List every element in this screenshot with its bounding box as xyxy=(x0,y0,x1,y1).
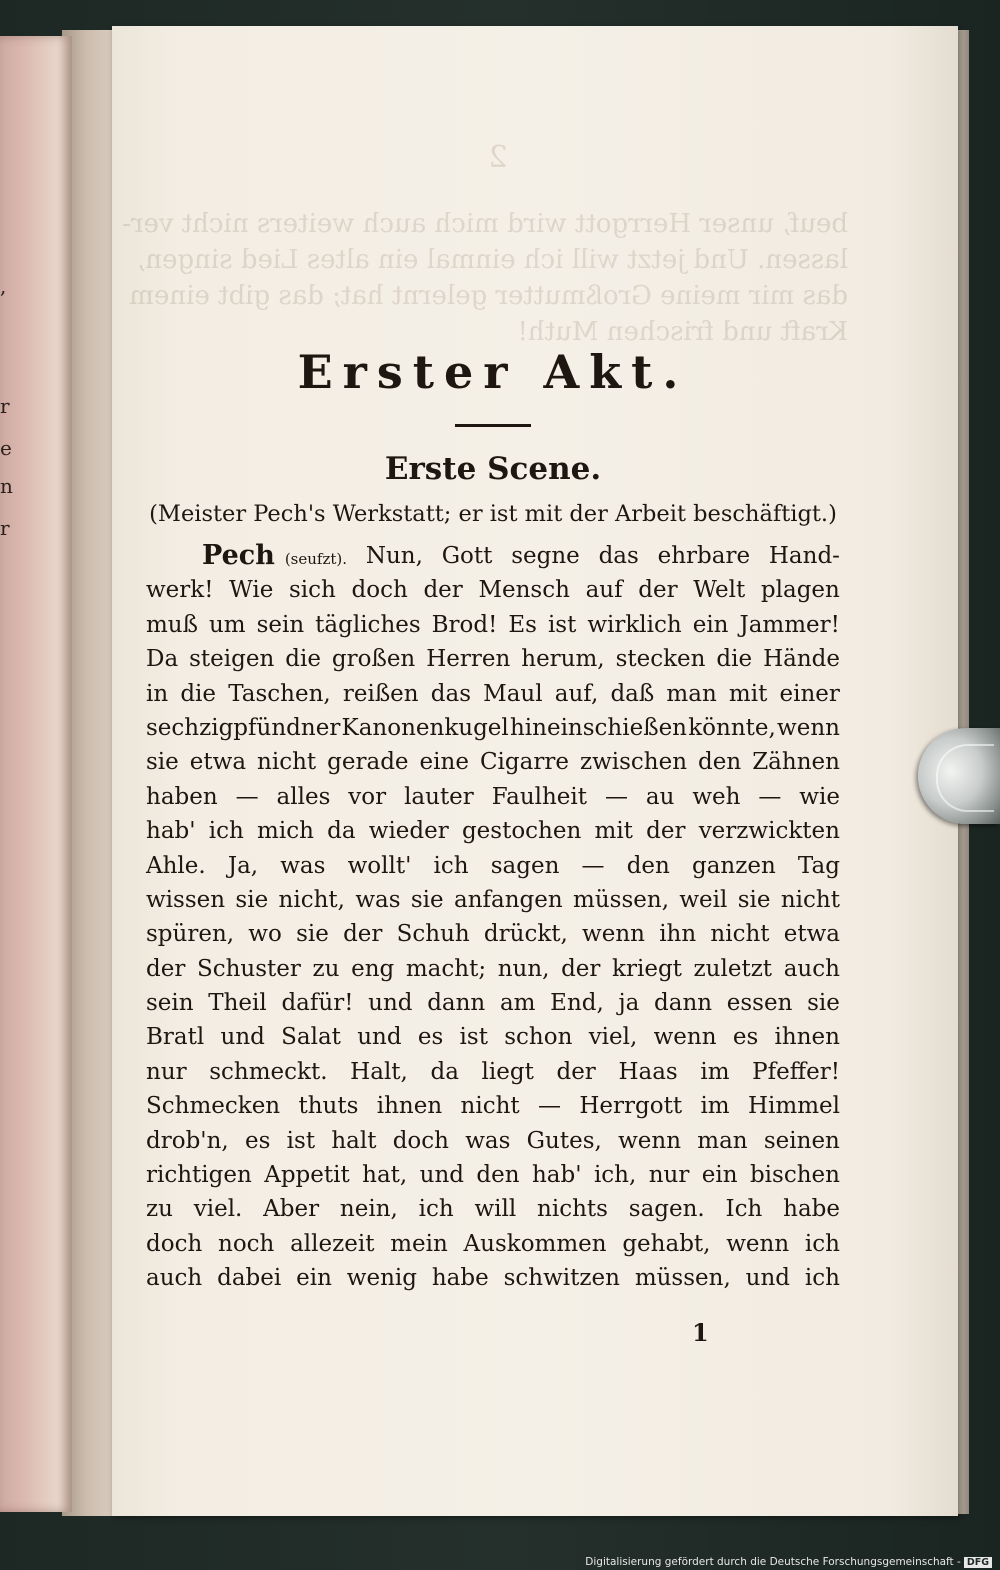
word: — xyxy=(758,783,782,810)
word: kriegt xyxy=(612,955,682,982)
word: ein xyxy=(701,1162,738,1189)
word: ein xyxy=(692,611,729,638)
word: nein, xyxy=(339,1196,398,1223)
word: weh xyxy=(692,783,741,810)
word: Kanonenkugel xyxy=(341,714,509,741)
left-letter: r xyxy=(0,394,10,418)
word: auf, xyxy=(554,680,599,707)
word: Taschen, xyxy=(228,680,331,707)
word: was xyxy=(465,1127,511,1154)
word: herum, xyxy=(521,646,605,673)
word: schmeckt. xyxy=(209,1058,328,1085)
word: ist xyxy=(286,1127,316,1154)
word: habe xyxy=(783,1196,840,1223)
word: will xyxy=(474,1196,517,1223)
word: alles xyxy=(276,783,331,810)
word: plagen xyxy=(760,577,840,604)
word: der xyxy=(556,1058,596,1085)
word: auf xyxy=(585,577,623,604)
word: Hand- xyxy=(768,543,840,569)
word: wenn xyxy=(726,1230,790,1257)
text-line xyxy=(146,917,840,951)
word: auch xyxy=(783,955,840,982)
ghost-line: lassen. Und jetzt will ich einmal ein altes Lied singen, xyxy=(137,245,848,275)
word: Maul xyxy=(483,680,543,707)
footer-text: Digitalisierung gefördert durch die Deutsche Forschungsgemeinschaft - xyxy=(585,1556,961,1568)
word: Haas xyxy=(618,1058,678,1085)
text-line xyxy=(146,1020,840,1054)
word: ehrbare xyxy=(657,543,751,569)
word: man xyxy=(666,680,717,707)
word: zu xyxy=(312,955,340,982)
word: zwischen xyxy=(579,749,688,776)
word: hab' xyxy=(531,1162,582,1189)
word: ganzen xyxy=(691,852,776,879)
text-line xyxy=(146,1227,840,1261)
speaker-group xyxy=(202,539,347,573)
word: wenig xyxy=(346,1265,417,1292)
word: ist xyxy=(547,611,577,638)
speaker-name: Pech xyxy=(202,540,275,571)
word: — xyxy=(581,852,605,879)
text-line xyxy=(146,711,840,745)
word: wissen xyxy=(146,886,226,913)
word: und xyxy=(357,1024,402,1051)
word: Gott xyxy=(441,543,493,569)
word: bischen xyxy=(749,1162,840,1189)
text-line xyxy=(146,1261,840,1295)
word: habe xyxy=(431,1265,489,1292)
word: Ahle. xyxy=(146,852,206,879)
word: eine xyxy=(419,749,469,776)
word: stecken xyxy=(615,646,706,673)
word: das xyxy=(430,680,472,707)
word: dann xyxy=(654,990,713,1017)
word: wenn xyxy=(618,1127,682,1154)
left-letter: n xyxy=(0,474,13,498)
text-line xyxy=(146,1192,840,1226)
word: mit xyxy=(728,680,768,707)
word: sie xyxy=(146,749,179,776)
word: ich xyxy=(433,852,469,879)
word: Mensch xyxy=(478,577,570,604)
text-line xyxy=(146,745,840,779)
text-line xyxy=(146,780,840,814)
word: dafür! xyxy=(281,990,354,1017)
word: den xyxy=(698,749,742,776)
word: wenn xyxy=(582,921,645,948)
word: ist xyxy=(459,1024,488,1051)
word: Da xyxy=(146,646,179,673)
word: im xyxy=(700,1093,730,1120)
word: Wie xyxy=(229,577,274,604)
word: den xyxy=(626,852,670,879)
text-line xyxy=(146,677,840,711)
word: Aber xyxy=(263,1196,320,1223)
word: haben xyxy=(146,783,218,810)
text-line xyxy=(146,849,840,883)
word: mit xyxy=(594,818,633,845)
word: sechzigpfündner xyxy=(146,714,341,741)
word: reißen xyxy=(342,680,419,707)
word: Pfeffer! xyxy=(752,1058,840,1085)
word: da xyxy=(430,1058,459,1085)
left-page xyxy=(0,36,72,1512)
word: drückt, xyxy=(483,921,568,948)
word: ich xyxy=(208,818,244,845)
word: viel. xyxy=(193,1196,243,1223)
stage-direction: (Meister Pech's Werkstatt; er ist mit der Arbeit beschäftigt.) xyxy=(149,501,837,527)
word: drob'n, xyxy=(146,1127,229,1154)
word: auch xyxy=(146,1265,203,1292)
word: ja xyxy=(618,990,640,1017)
word: wieder xyxy=(368,818,449,845)
word: im xyxy=(700,1058,730,1085)
word: Salat xyxy=(281,1024,341,1051)
title-rule xyxy=(455,424,531,427)
text-line xyxy=(146,1055,840,1089)
digitization-footer xyxy=(585,1556,992,1568)
word: was xyxy=(355,886,401,913)
word: hineinschießen xyxy=(509,714,687,741)
word: verzwickten xyxy=(698,818,840,845)
word: großen xyxy=(331,646,416,673)
word: weil xyxy=(679,886,728,913)
word: sie xyxy=(807,990,840,1017)
speaker-direction: (seufzt). xyxy=(284,550,348,568)
word: Es xyxy=(508,611,537,638)
word: ich xyxy=(418,1196,454,1223)
word: der xyxy=(561,955,601,982)
word: dabei xyxy=(217,1265,282,1292)
word: hab' xyxy=(146,818,196,845)
word: sagen xyxy=(490,852,560,879)
word: gestochen xyxy=(461,818,582,845)
word: ich, xyxy=(593,1162,637,1189)
word: die xyxy=(180,680,217,707)
word: die xyxy=(285,646,321,673)
word: sie xyxy=(737,886,771,913)
page-clip-highlight xyxy=(936,744,994,812)
scene-title: Erste Scene. xyxy=(384,451,602,487)
word: spüren, xyxy=(146,921,235,948)
page-number: 1 xyxy=(692,1318,709,1347)
word: ihnen xyxy=(774,1024,840,1051)
word: nicht xyxy=(257,749,317,776)
word: — xyxy=(604,783,628,810)
word: segne xyxy=(511,543,580,569)
word: Ja, xyxy=(227,852,259,879)
word: und xyxy=(419,1162,464,1189)
word: zu xyxy=(146,1196,173,1223)
text-line xyxy=(146,1124,840,1158)
word: — xyxy=(235,783,259,810)
ghost-line: Kraft und frischen Muth! xyxy=(517,317,848,347)
word: da xyxy=(327,818,356,845)
word: Gutes, xyxy=(526,1127,602,1154)
left-letter: r xyxy=(0,516,10,540)
word: lauter xyxy=(404,783,474,810)
word: müssen, xyxy=(634,1265,731,1292)
word: doch xyxy=(351,577,408,604)
word: Welt xyxy=(693,577,746,604)
text-line xyxy=(146,642,840,676)
word: Theil xyxy=(208,990,267,1017)
word: muß xyxy=(146,611,198,638)
word: wenn xyxy=(777,714,840,741)
word: der xyxy=(343,921,383,948)
word: sie xyxy=(235,886,269,913)
word: doch xyxy=(392,1127,449,1154)
word: au xyxy=(645,783,675,810)
word: daß xyxy=(610,680,655,707)
word: sie xyxy=(296,921,329,948)
word: Schuh xyxy=(396,921,470,948)
word: es xyxy=(732,1024,759,1051)
word: richtigen xyxy=(146,1162,252,1189)
word: und xyxy=(368,990,413,1017)
word: Bratl xyxy=(146,1024,205,1051)
word: am xyxy=(499,990,536,1017)
word: man xyxy=(697,1127,748,1154)
word: sein xyxy=(146,990,194,1017)
word: viel, xyxy=(588,1024,638,1051)
word: ich xyxy=(804,1265,840,1292)
word: den xyxy=(476,1162,520,1189)
text-line xyxy=(146,986,840,1020)
word: einer xyxy=(779,680,840,707)
word: Faulheit xyxy=(491,783,588,810)
word: End, xyxy=(550,990,604,1017)
word: der xyxy=(423,577,463,604)
word: ihnen xyxy=(376,1093,443,1120)
word: sein xyxy=(256,611,305,638)
word: Jammer! xyxy=(739,611,840,638)
text-line xyxy=(146,814,840,848)
word: etwa xyxy=(189,749,247,776)
word: Schuster xyxy=(196,955,301,982)
word: gerade xyxy=(327,749,409,776)
word: wo xyxy=(248,921,282,948)
word: Zähnen xyxy=(752,749,840,776)
word: und xyxy=(745,1265,791,1292)
word: ich xyxy=(804,1230,840,1257)
word: Cigarre xyxy=(479,749,569,776)
word: die xyxy=(716,646,753,673)
word: werk! xyxy=(146,577,214,604)
word: sagen. xyxy=(628,1196,705,1223)
left-letter: e xyxy=(0,436,12,460)
word: Tag xyxy=(797,852,840,879)
word: nur xyxy=(146,1058,187,1085)
word: es xyxy=(417,1024,444,1051)
word: ihn xyxy=(659,921,697,948)
word: dann xyxy=(427,990,486,1017)
word: mich xyxy=(257,818,314,845)
word: nur xyxy=(648,1162,690,1189)
word: wirklich xyxy=(587,611,682,638)
dfg-logo: DFG xyxy=(964,1557,992,1568)
text-line xyxy=(146,608,840,642)
word: gehabt, xyxy=(622,1230,711,1257)
word: sich xyxy=(289,577,336,604)
word: hat, xyxy=(362,1162,408,1189)
text-line xyxy=(146,1089,840,1123)
word: schwitzen xyxy=(503,1265,620,1292)
word: macht; xyxy=(405,955,487,982)
word: liegt xyxy=(481,1058,534,1085)
word: der xyxy=(646,818,686,845)
word: nicht xyxy=(780,886,840,913)
bleed-through-text xyxy=(122,140,848,350)
word: steigen xyxy=(189,646,275,673)
word: mein xyxy=(390,1230,448,1257)
word: Herrgott xyxy=(579,1093,683,1120)
word: zuletzt xyxy=(693,955,773,982)
word: eng xyxy=(351,955,395,982)
text-line xyxy=(146,539,840,573)
word: ein xyxy=(296,1265,332,1292)
word: der xyxy=(638,577,678,604)
word: thuts xyxy=(298,1093,359,1120)
word: Himmel xyxy=(747,1093,840,1120)
left-letter: , xyxy=(0,274,7,298)
word: Hände xyxy=(763,646,840,673)
word: was xyxy=(280,852,326,879)
word: das xyxy=(598,543,639,569)
act-title: Erster Akt. xyxy=(297,345,689,399)
word: nichts xyxy=(537,1196,608,1223)
word: und xyxy=(220,1024,265,1051)
word: halt xyxy=(331,1127,377,1154)
word: könnte, xyxy=(688,714,776,741)
page-text xyxy=(146,340,840,1296)
word: schon xyxy=(504,1024,573,1051)
text-line xyxy=(146,1158,840,1192)
word: noch xyxy=(218,1230,275,1257)
text-line xyxy=(146,883,840,917)
ghost-line: beuf, unser Herrgott wird mich auch weiters nicht ver- xyxy=(122,209,848,239)
word: essen xyxy=(726,990,793,1017)
word: Appetit xyxy=(264,1162,350,1189)
word: doch xyxy=(146,1230,203,1257)
word: Halt, xyxy=(350,1058,408,1085)
ghost-line: das mir meine Großmutter gelernt hat; das gibt einem xyxy=(129,281,848,311)
word: nicht, xyxy=(278,886,345,913)
word: seinen xyxy=(763,1127,840,1154)
word: Ich xyxy=(725,1196,763,1223)
word: es xyxy=(245,1127,271,1154)
word: wenn xyxy=(653,1024,717,1051)
word: nicht xyxy=(710,921,770,948)
word: Auskommen xyxy=(463,1230,607,1257)
word: Nun, xyxy=(365,543,423,569)
ghost-page-number: 2 xyxy=(488,140,508,175)
word: um xyxy=(208,611,246,638)
word: nicht xyxy=(460,1093,520,1120)
word: wie xyxy=(799,783,840,810)
word: etwa xyxy=(783,921,840,948)
word: tägliches xyxy=(315,611,421,638)
word: Schmecken xyxy=(146,1093,281,1120)
word: vor xyxy=(348,783,387,810)
dialogue-body xyxy=(146,539,840,1296)
word: Herren xyxy=(426,646,511,673)
word: sie xyxy=(410,886,444,913)
word: müssen, xyxy=(573,886,670,913)
word: nun, xyxy=(497,955,550,982)
word: der xyxy=(146,955,186,982)
word: wollt' xyxy=(347,852,412,879)
text-line xyxy=(146,573,840,607)
word: allezeit xyxy=(290,1230,375,1257)
word: Brod! xyxy=(431,611,498,638)
text-line xyxy=(146,952,840,986)
word: in xyxy=(146,680,169,707)
word: anfangen xyxy=(453,886,563,913)
word: — xyxy=(538,1093,561,1120)
